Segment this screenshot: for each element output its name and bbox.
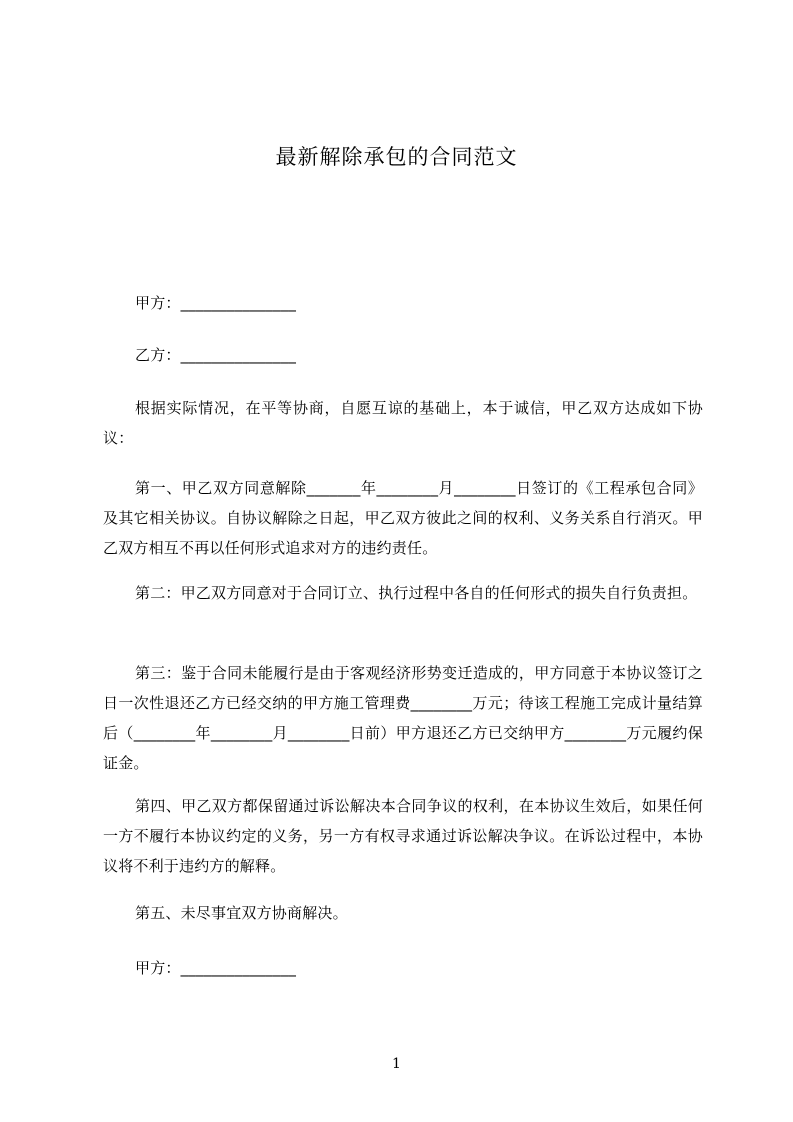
party-b-line: 乙方：_______________ (135, 346, 297, 364)
party-a-sign-line: 甲方：_______________ (135, 959, 297, 977)
party-a-line: 甲方：_______________ (135, 294, 297, 312)
document-title: 最新解除承包的合同范文 (275, 145, 518, 169)
article-1: 第一、甲乙双方同意解除_______年________月________日签订的《工程承包合同》及其它相关协议。自协议解除之日起，甲乙双方彼此之间的权利、义务关系自行消灭。甲乙双方相互不再以任何形式追求对方的违约责任。 (103, 479, 703, 557)
article-5: 第五、未尽事宜双方协商解决。 (135, 904, 348, 922)
page-number: 1 (392, 1056, 401, 1072)
article-4: 第四、甲乙双方都保留通过诉讼解决本合同争议的权利，在本协议生效后，如果任何一方不履行本协议约定的义务，另一方有权寻求通过诉讼解决争议。在诉讼过程中，本协议将不利于违约方的解释。 (103, 797, 703, 875)
article-2: 第二：甲乙双方同意对于合同订立、执行过程中各自的任何形式的损失自行负责担。 (135, 584, 698, 602)
intro-paragraph: 根据实际情况，在平等协商，自愿互谅的基础上，本于诚信，甲乙双方达成如下协议： (103, 399, 703, 447)
article-3: 第三：鉴于合同未能履行是由于客观经济形势变迁造成的，甲方同意于本协议签订之日一次性退还乙方已经交纳的甲方施工管理费________万元；待该工程施工完成计量结算后（________年________月________日前）甲方退还乙方已交纳甲方________万元履约保证金。 (103, 664, 703, 772)
